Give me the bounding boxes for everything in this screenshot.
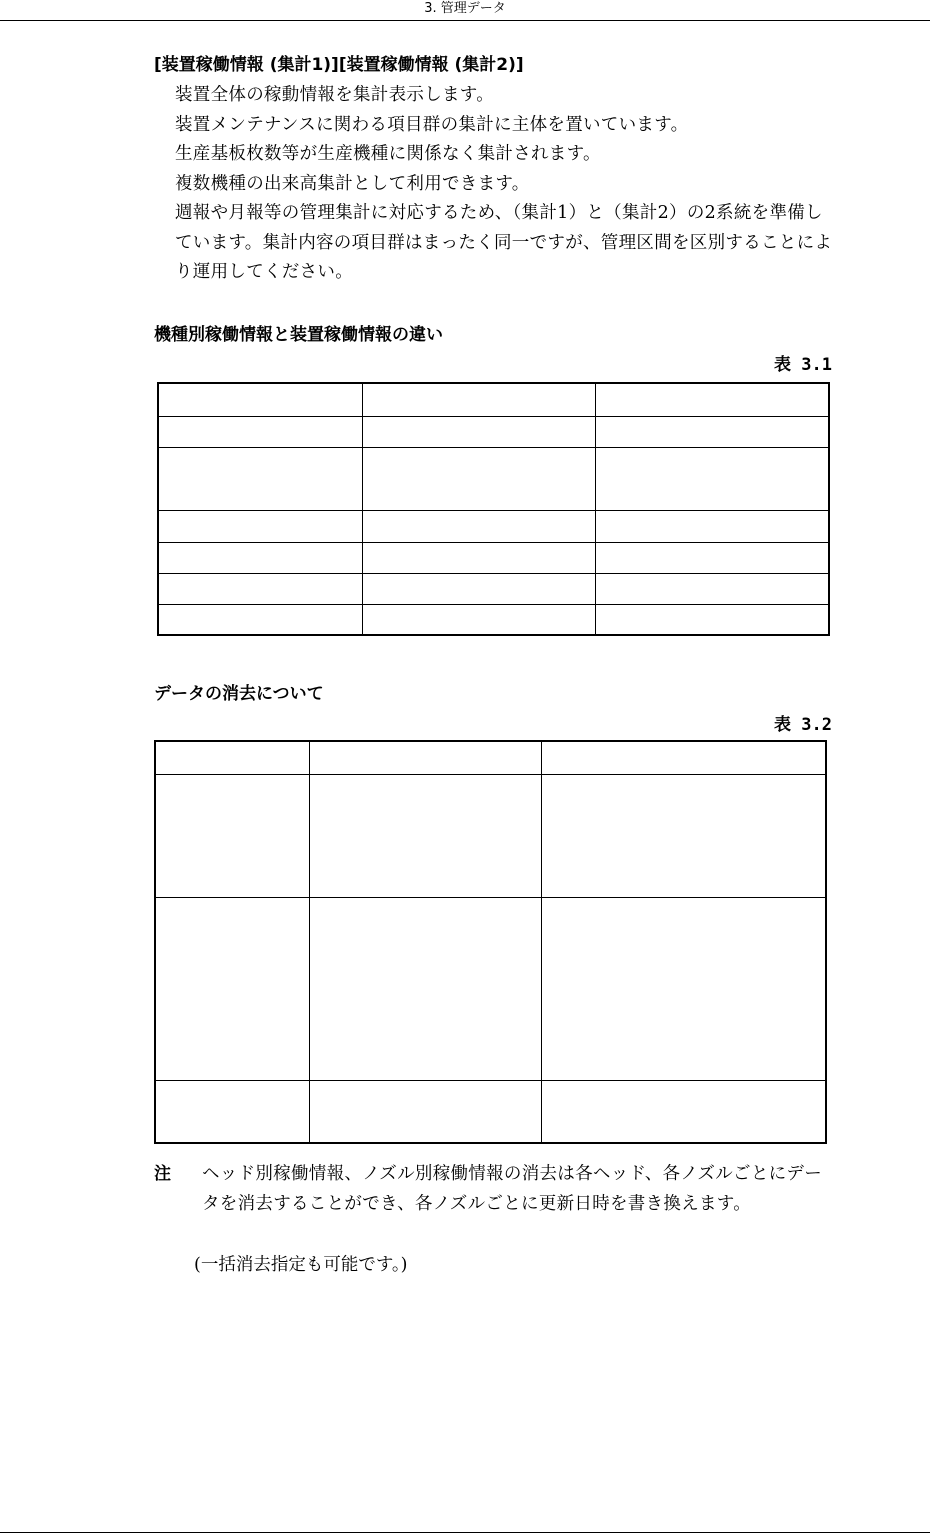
table-cell	[158, 447, 362, 510]
table-cell	[362, 447, 595, 510]
table-cell	[362, 604, 595, 635]
table-cell	[362, 573, 595, 604]
paragraph-line: 生産基板枚数等が生産機種に関係なく集計されます。	[175, 144, 601, 164]
table-cell	[158, 416, 362, 447]
table-cell	[362, 510, 595, 542]
table-cell	[158, 383, 362, 416]
section-heading-data-deletion: データの消去について	[154, 684, 324, 704]
table-caption-3-2: 表 3.2	[774, 715, 832, 735]
table-cell	[155, 1080, 309, 1143]
table-cell	[309, 741, 541, 774]
table-cell	[158, 604, 362, 635]
table-row	[158, 604, 829, 635]
table-cell	[595, 447, 829, 510]
note-text: ヘッド別稼働情報、ノズル別稼働情報の消去は各ヘッド、各ノズルごとにデータを消去することができ、各ノズルごとに更新日時を書き換えます。	[202, 1164, 823, 1214]
table-cell	[595, 573, 829, 604]
table-cell	[595, 542, 829, 573]
table-3-1	[157, 382, 830, 636]
table-cell	[155, 741, 309, 774]
table-cell	[158, 542, 362, 573]
table-cell	[309, 774, 541, 897]
table-cell	[595, 510, 829, 542]
table-cell	[362, 542, 595, 573]
paragraph-line: 週報や月報等の管理集計に対応するため、（集計1）と（集計2）の2系統を準備しています。集計内容の項目群はまったく同一ですが、管理区間を区別することにより運用してください。	[175, 203, 833, 282]
note-subtext: (一括消去指定も可能です。)	[194, 1255, 408, 1275]
table-cell	[309, 897, 541, 1080]
table-row	[158, 573, 829, 604]
page-header-title: 3. 管理データ	[424, 1, 506, 16]
paragraph-line: 複数機種の出来高集計として利用できます。	[175, 173, 530, 194]
table-cell	[309, 1080, 541, 1143]
paragraph-line: 装置メンテナンスに関わる項目群の集計に主体を置いています。	[175, 114, 689, 135]
table-cell	[595, 383, 829, 416]
table-row	[155, 897, 826, 1080]
table-cell	[595, 604, 829, 635]
table-cell	[155, 774, 309, 897]
table-cell	[362, 416, 595, 447]
table-caption-3-1: 表 3.1	[774, 355, 832, 375]
operation-info-paragraph	[175, 81, 835, 288]
table-row	[158, 447, 829, 510]
table-cell	[541, 741, 826, 774]
table-cell	[362, 383, 595, 416]
table-row	[158, 542, 829, 573]
section-heading-operation-info: [装置稼働情報 (集計1)][装置稼働情報 (集計2)]	[154, 55, 524, 75]
table-cell	[158, 510, 362, 542]
table-cell	[541, 897, 826, 1080]
table-row	[158, 510, 829, 542]
table-cell	[595, 416, 829, 447]
note-mark: 注	[154, 1164, 171, 1184]
table-cell	[541, 774, 826, 897]
section-heading-differences: 機種別稼働情報と装置稼働情報の違い	[154, 325, 443, 345]
paragraph-line: 装置全体の稼動情報を集計表示します。	[175, 85, 494, 105]
table-3-2	[154, 740, 827, 1144]
table-row	[155, 774, 826, 897]
table-row	[155, 741, 826, 774]
table-cell	[155, 897, 309, 1080]
table-row	[158, 383, 829, 416]
footer-rule	[0, 1532, 930, 1533]
table-row	[155, 1080, 826, 1143]
header-rule	[0, 20, 930, 21]
table-cell	[541, 1080, 826, 1143]
table-cell	[158, 573, 362, 604]
table-row	[158, 416, 829, 447]
